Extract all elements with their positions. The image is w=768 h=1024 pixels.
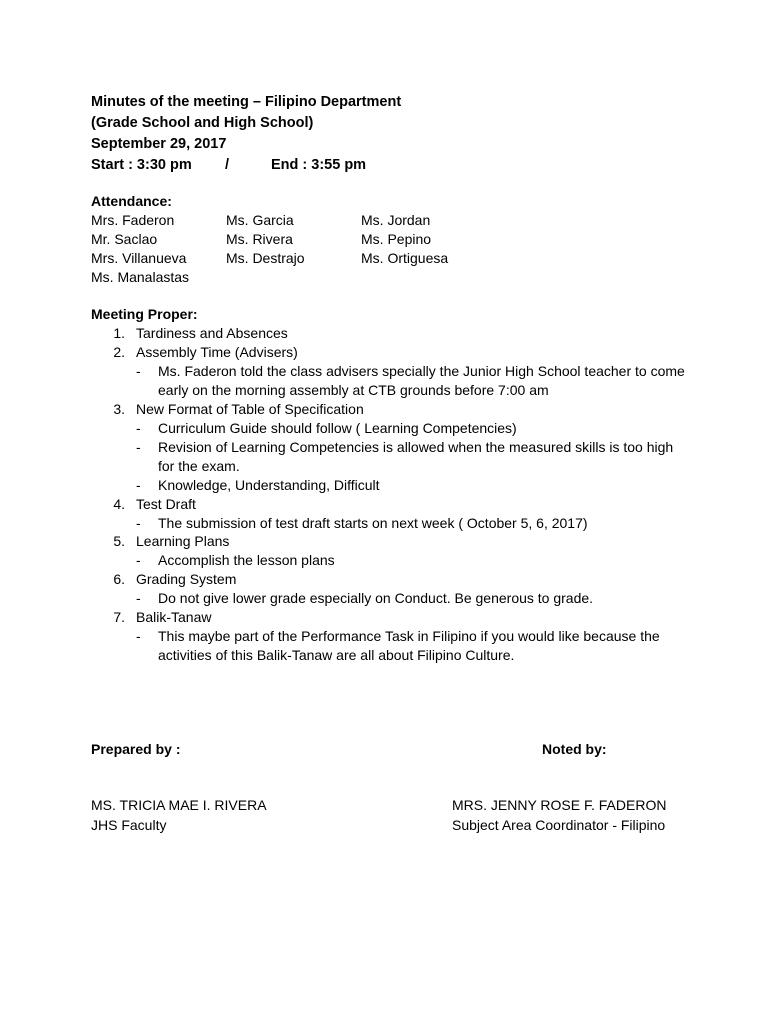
item-number: 2. <box>113 344 125 360</box>
attendee: Ms. Jordan <box>361 212 431 228</box>
meeting-date: September 29, 2017 <box>91 136 227 152</box>
agenda-note: Revision of Learning Competencies is allowed when the measured skills is too high <box>158 439 674 455</box>
bullet-dash: - <box>136 590 141 606</box>
bullet-dash: - <box>136 552 141 568</box>
agenda-note: Knowledge, Understanding, Difficult <box>158 477 380 493</box>
item-number: 5. <box>113 533 125 549</box>
noted-by-label: Noted by: <box>542 741 607 757</box>
meeting-proper-heading: Meeting Proper: <box>91 306 198 322</box>
attendee: Mr. Saclao <box>91 231 158 247</box>
attendee: Mrs. Faderon <box>91 212 175 228</box>
attendee: Mrs. Villanueva <box>91 250 187 266</box>
item-number: 4. <box>113 496 125 512</box>
agenda-note: The submission of test draft starts on next week ( October 5, 6, 2017) <box>158 515 588 531</box>
attendee: Ms. Garcia <box>226 212 294 228</box>
agenda-item-title: Test Draft <box>136 496 196 512</box>
noter-role: Subject Area Coordinator - Filipino <box>452 817 666 833</box>
meeting-end-time: End : 3:55 pm <box>271 157 367 173</box>
agenda-item-title: Learning Plans <box>136 533 230 549</box>
agenda-note: This maybe part of the Performance Task in Filipino if you would like because the <box>158 628 660 644</box>
agenda-item-title: Balik-Tanaw <box>136 609 212 625</box>
agenda-note: Ms. Faderon told the class advisers specially the Junior High School teacher to come <box>158 363 685 379</box>
attendee: Ms. Destrajo <box>226 250 305 266</box>
attendee: Ms. Rivera <box>226 231 293 247</box>
item-number: 6. <box>113 571 125 587</box>
bullet-dash: - <box>136 515 141 531</box>
document-title: Minutes of the meeting – Filipino Department <box>91 94 402 110</box>
item-number: 3. <box>113 401 125 417</box>
agenda-item-title: Grading System <box>136 571 237 587</box>
preparer-role: JHS Faculty <box>91 817 167 833</box>
agenda-note: activities of this Balik-Tanaw are all about Filipino Culture. <box>158 647 515 663</box>
bullet-dash: - <box>136 363 141 379</box>
item-number: 7. <box>113 609 125 625</box>
agenda-note: for the exam. <box>158 458 240 474</box>
agenda-note: Accomplish the lesson plans <box>158 552 335 568</box>
agenda-note: Do not give lower grade especially on Conduct. Be generous to grade. <box>158 590 594 606</box>
bullet-dash: - <box>136 628 141 644</box>
agenda-item-title: New Format of Table of Specification <box>136 401 364 417</box>
preparer-name: MS. TRICIA MAE I. RIVERA <box>91 797 267 813</box>
agenda-note: early on the morning assembly at CTB grounds before 7:00 am <box>158 382 549 398</box>
bullet-dash: - <box>136 420 141 436</box>
agenda-note: Curriculum Guide should follow ( Learning Competencies) <box>158 420 517 436</box>
noter-name: MRS. JENNY ROSE F. FADERON <box>452 797 667 813</box>
bullet-dash: - <box>136 477 141 493</box>
time-separator: / <box>225 157 230 173</box>
attendee: Ms. Manalastas <box>91 269 190 285</box>
document-subtitle: (Grade School and High School) <box>91 115 314 131</box>
agenda-item-title: Assembly Time (Advisers) <box>136 344 298 360</box>
agenda-item-title: Tardiness and Absences <box>136 325 288 341</box>
attendee: Ms. Ortiguesa <box>361 250 449 266</box>
attendance-heading: Attendance: <box>91 193 172 209</box>
item-number: 1. <box>113 325 125 341</box>
attendee: Ms. Pepino <box>361 231 432 247</box>
bullet-dash: - <box>136 439 141 455</box>
meeting-start-time: Start : 3:30 pm <box>91 157 192 173</box>
prepared-by-label: Prepared by : <box>91 741 181 757</box>
